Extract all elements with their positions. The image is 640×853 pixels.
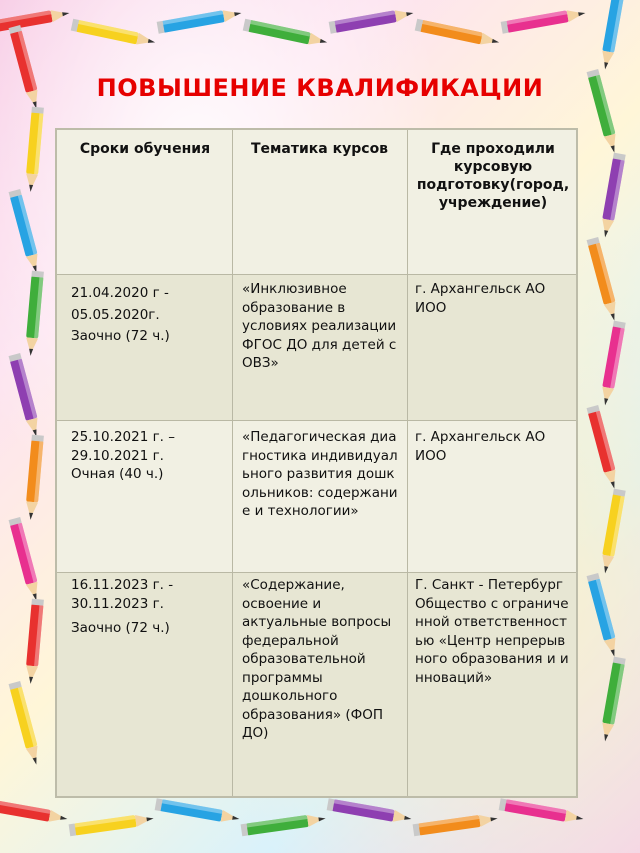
pencil-icon <box>25 271 44 357</box>
pencil-icon <box>9 681 43 766</box>
table-row-1-topic: «Инклюзивное образование в условиях реализации ФГОС ДО для детей с ОВЗ» <box>242 281 397 371</box>
pencil-icon <box>0 798 68 825</box>
pencil-icon <box>599 321 626 407</box>
table-row-3-topic: «Содержание, освоение и актуальные вопросы федеральной образовательной программы дошкольного образования» (ФОП ДО) <box>242 577 392 741</box>
table-row-2-topic: «Педагогическая диагностика индивидуального развития дошкольников: содержание и технологии» <box>242 429 398 519</box>
table-row-3-dates: 16.11.2023 г. - 30.11.2023 г. Заочно (72 ч.) <box>71 577 174 636</box>
pencil-icon <box>243 19 329 48</box>
pencil-icon <box>329 7 415 34</box>
pencil-icon <box>9 189 43 274</box>
pencil-icon <box>587 237 621 322</box>
pencil-icon <box>327 798 413 825</box>
pencil-icon <box>71 19 157 48</box>
pencil-icon <box>157 7 243 34</box>
table-row-3-place: Г. Санкт - Петербург Общество с ограниченной ответственностью «Центр непрерывного образования и инноваций» <box>415 577 569 686</box>
pencil-icon <box>25 599 44 685</box>
pencil-icon <box>415 19 501 48</box>
pencil-icon <box>155 798 241 825</box>
header-place: Где проходили курсовую подготовку(город, учреждение) <box>416 141 570 211</box>
table-row-1-place: г. Архангельск АО ИОО <box>415 281 546 316</box>
pencil-icon <box>69 812 155 836</box>
pencil-icon <box>501 7 587 34</box>
pencil-icon <box>599 657 626 743</box>
pencil-icon <box>499 798 585 825</box>
pencil-icon <box>9 517 43 602</box>
pencil-icon <box>587 405 621 490</box>
header-topic: Тематика курсов <box>250 141 389 157</box>
pencil-icon <box>241 812 327 836</box>
pencil-icon <box>587 573 621 658</box>
pencil-icon <box>599 153 626 239</box>
pencil-icon <box>413 812 499 836</box>
table-row-1-dates: 21.04.2020 г - 05.05.2020г. Заочно (72 ч.) <box>71 285 170 344</box>
table-row-2-dates: 25.10.2021 г. – 29.10.2021 г. Очная (40 ч.) <box>71 429 176 482</box>
pencil-icon <box>599 489 626 575</box>
table-row-2-place: г. Архангельск АО ИОО <box>415 429 546 464</box>
pencil-icon <box>9 353 43 438</box>
pencil-icon <box>25 107 44 193</box>
pencil-icon <box>599 0 626 70</box>
pencil-icon <box>25 435 44 521</box>
courses-table <box>55 128 578 798</box>
header-dates: Сроки обучения <box>79 141 211 157</box>
page-title: ПОВЫШЕНИЕ КВАЛИФИКАЦИИ <box>96 74 544 102</box>
